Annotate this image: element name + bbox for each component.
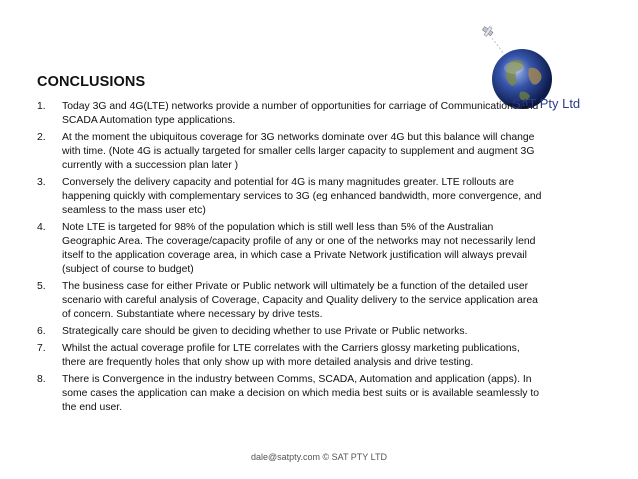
list-item (37, 100, 542, 128)
list-item (37, 325, 542, 339)
item-number: 1. (37, 101, 46, 112)
item-text: Note LTE is targeted for 98% of the population which is still well less than 5% of the Australian Geographic Area. The coverage/capacity profile of any or one of the networks may not necessarily lend itself to the application coverage area, in which case a Private Network justification will always prevail (subject of course to budget) (62, 222, 536, 275)
slide-title: CONCLUSIONS (37, 74, 146, 90)
item-number: 6. (37, 326, 46, 337)
item-text: The business case for either Private or Public network will ultimately be a function of the detailed user scenario with careful analysis of Coverage, Capacity and Quality delivery to the service application area of concern. Substantiate where necessary by drive tests. (62, 281, 538, 320)
item-text: At the moment the ubiquitous coverage for 3G networks dominate over 4G but this balance will change with time. (Note 4G is actually targeted for smaller cells larger capacity to supplement and augment 3G currently with a succession plan later ) (62, 132, 535, 171)
list-item (37, 176, 542, 218)
item-number: 7. (37, 343, 46, 354)
footer-contact: dale@satpty.com © SAT PTY LTD (251, 452, 387, 462)
company-name: SAT Pty Ltd (512, 96, 581, 111)
item-text: There is Convergence in the industry between Comms, SCADA, Automation and application (apps). In some cases the application can make a decision on which media best suits or is available seamlessly to the end user. (62, 374, 540, 413)
satellite-icon (481, 24, 495, 38)
item-text: Strategically care should be given to deciding whether to use Private or Public networks. (62, 326, 468, 337)
item-number: 5. (37, 281, 46, 292)
item-text: Whilst the actual coverage profile for LTE correlates with the Carriers glossy marketing publications, there are frequently holes that only show up with more detailed analysis and drive testing. (62, 343, 520, 368)
list-item (37, 342, 542, 370)
item-text: Conversely the delivery capacity and potential for 4G is many magnitudes greater. LTE rollouts are happening quickly with complementary services to 3G (eg enhanced bandwidth, more convergence, and seamless to the mass user etc) (62, 177, 542, 216)
item-number: 2. (37, 132, 46, 143)
list-item (37, 280, 542, 322)
item-text: Today 3G and 4G(LTE) networks provide a number of opportunities for carriage of Communications and SCADA Automation type applications. (62, 101, 539, 126)
list-item (37, 131, 542, 173)
item-number: 8. (37, 374, 46, 385)
item-number: 4. (37, 222, 46, 233)
list-item (37, 221, 542, 277)
item-number: 3. (37, 177, 46, 188)
list-item (37, 373, 542, 415)
conclusions-list (37, 100, 542, 418)
